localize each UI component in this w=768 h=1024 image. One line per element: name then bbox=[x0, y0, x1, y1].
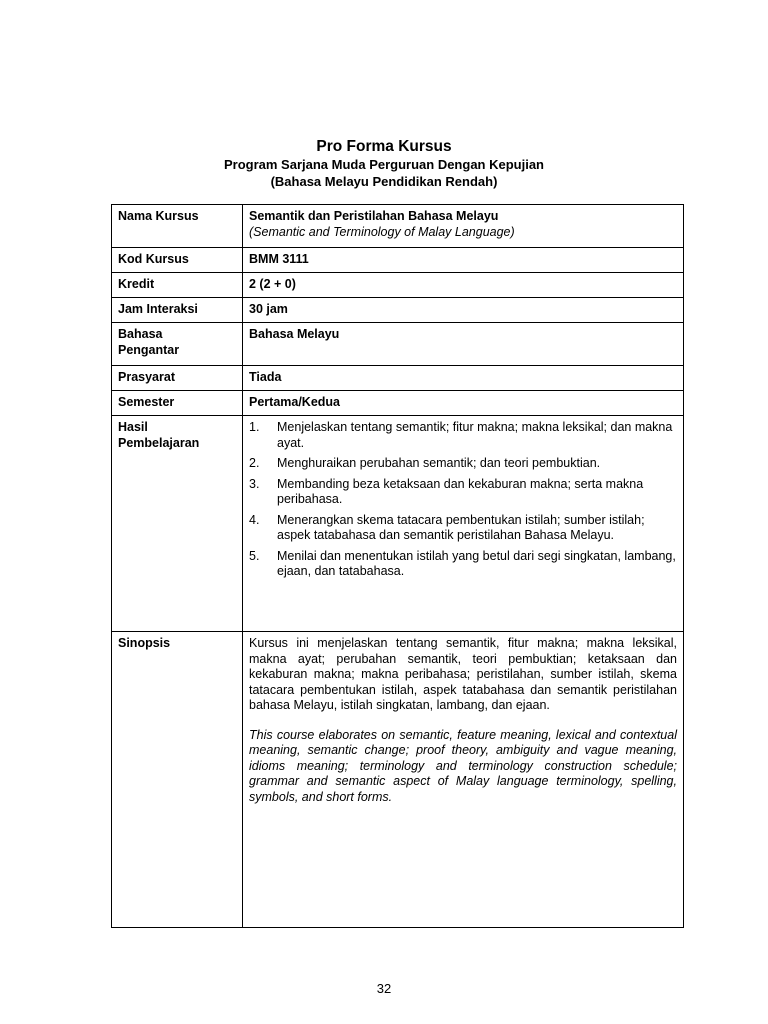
synopsis-english: This course elaborates on semantic, feature meaning, lexical and contextual meaning, semantic change; proof theory, ambiguity and vague meaning, idioms meaning; terminology and terminology construction schedule; grammar and semantic aspect of Malay language terminology, spelling, symbols, and short forms. bbox=[249, 727, 677, 804]
course-proforma-table bbox=[111, 204, 684, 928]
table-row-jam-interaksi bbox=[112, 298, 684, 323]
value-prasyarat: Tiada bbox=[243, 366, 684, 391]
list-item-number: 3. bbox=[249, 476, 260, 491]
table-row-prasyarat bbox=[112, 366, 684, 391]
table-row-semester bbox=[112, 391, 684, 416]
program-specialization: (Bahasa Melayu Pendidikan Rendah) bbox=[270, 174, 498, 189]
program-name: Program Sarjana Muda Perguruan Dengan Kepujian bbox=[223, 157, 544, 172]
label-bahasa-pengantar-line2: Pengantar bbox=[118, 342, 180, 357]
list-item-number: 2. bbox=[249, 456, 260, 470]
list-item-text: Menilai dan menentukan istilah yang betul dari segi singkatan, lambang, ejaan, dan tatabahasa. bbox=[277, 548, 676, 578]
table-row-hasil-pembelajaran bbox=[112, 416, 684, 632]
table-row-kredit bbox=[112, 273, 684, 298]
label-bahasa-pengantar bbox=[112, 323, 243, 366]
page-number: 32 bbox=[376, 981, 392, 996]
list-item-text: Menghuraikan perubahan semantik; dan teori pembuktian. bbox=[277, 456, 601, 470]
value-bahasa-pengantar: Bahasa Melayu bbox=[243, 323, 684, 366]
list-item-text: Membanding beza ketaksaan dan kekaburan makna; serta makna peribahasa. bbox=[277, 476, 644, 506]
label-hasil-pembelajaran-line2: Pembelajaran bbox=[118, 435, 200, 450]
label-hasil-pembelajaran bbox=[112, 416, 243, 632]
list-item-number: 1. bbox=[249, 420, 260, 434]
list-item-number: 5. bbox=[249, 548, 260, 563]
course-name-english: (Semantic and Terminology of Malay Language) bbox=[249, 224, 515, 239]
label-semester: Semester bbox=[112, 391, 243, 416]
list-item bbox=[249, 549, 677, 580]
table-row-sinopsis bbox=[112, 632, 684, 928]
page-title: Pro Forma Kursus bbox=[316, 138, 452, 155]
synopsis-malay: Kursus ini menjelaskan tentang semantik, fitur makna; makna leksikal, makna ayat; perubahan semantik, teori pembuktian; ketaksaan dan kekaburan makna; makna peribahasa; peristilahan, sumber istilah, skema tatacara pembentukan istilah, aspek tatabahasa dan semantik peristilahan bahasa Melayu, istilah singkatan, lambang, dan ejaan. bbox=[249, 636, 677, 712]
label-nama-kursus: Nama Kursus bbox=[112, 205, 243, 248]
course-name: Semantik dan Peristilahan Bahasa Melayu bbox=[249, 209, 499, 223]
list-item bbox=[249, 456, 677, 472]
list-item-number: 4. bbox=[249, 512, 260, 527]
list-item bbox=[249, 477, 677, 508]
learning-outcomes-list bbox=[249, 420, 677, 580]
value-kredit: 2 (2 + 0) bbox=[243, 273, 684, 298]
value-hasil-pembelajaran bbox=[243, 416, 684, 632]
document-header bbox=[0, 138, 768, 190]
list-item bbox=[249, 513, 677, 544]
value-sinopsis bbox=[243, 632, 684, 928]
label-prasyarat: Prasyarat bbox=[112, 366, 243, 391]
list-item-text: Menerangkan skema tatacara pembentukan istilah; sumber istilah; aspek tatabahasa dan semantik peristilahan Bahasa Melayu. bbox=[277, 512, 645, 542]
list-item-text: Menjelaskan tentang semantik; fitur makna; makna leksikal; dan makna ayat. bbox=[277, 420, 673, 450]
label-jam-interaksi: Jam Interaksi bbox=[112, 298, 243, 323]
table-row-bahasa-pengantar bbox=[112, 323, 684, 366]
table-row-kod-kursus bbox=[112, 248, 684, 273]
label-hasil-pembelajaran-line1: Hasil bbox=[118, 420, 148, 434]
label-kod-kursus: Kod Kursus bbox=[112, 248, 243, 273]
value-jam-interaksi: 30 jam bbox=[243, 298, 684, 323]
value-semester: Pertama/Kedua bbox=[243, 391, 684, 416]
value-kod-kursus: BMM 3111 bbox=[243, 248, 684, 273]
label-kredit: Kredit bbox=[112, 273, 243, 298]
table-row-nama-kursus bbox=[112, 205, 684, 248]
label-bahasa-pengantar-line1: Bahasa bbox=[118, 327, 163, 341]
value-nama-kursus bbox=[243, 205, 684, 248]
label-sinopsis: Sinopsis bbox=[112, 632, 243, 928]
list-item bbox=[249, 420, 677, 451]
